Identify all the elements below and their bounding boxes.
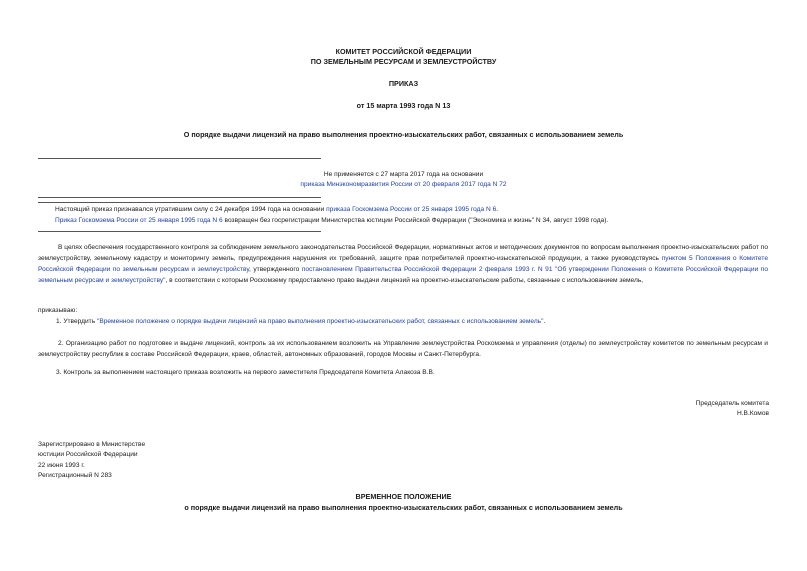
divider-top [38,158,321,159]
status-line: Не применяется с 27 марта 2017 года на основании [323,171,484,178]
registration-line2: юстиции Российской Федерации [38,451,138,458]
appendix-subtitle: о порядке выдачи лицензий на право выполнения проектно-изыскательских работ, связанных с использованием земель [184,503,623,512]
item-1-link[interactable]: "Временное положение о порядке выдачи лицензий на право выполнения проектно-изыскательских работ, связанных с использованием земель" [96,318,544,325]
preamble-link-1[interactable]: пунктом 5 Положения о Комитете Российской Федерации по земельным ресурсам и землеустройству [38,255,768,273]
item-2-text: 2. Организацию работ по подготовке и выдаче лицензий, контроль за их использованием возложить на Управление землеустройства Роскомзема и управления (отделы) по землеустройству комитетов по земельным ресурсам и землеустройству республик в составе Российской Федерации, краев, областей, автономных образований, городов Москвы и Санкт-Петербурга. [38,340,768,358]
item-3: 3. Контроль за выполнением настоящего приказа возложить на первого заместителя Председателя Комитета Алакоза В.В. [56,369,435,376]
registration-line4: Регистрационный N 283 [38,472,112,479]
divider-bottom [38,231,321,232]
note-1 [55,206,498,213]
doc-date: от 15 марта 1993 года N 13 [356,101,451,110]
appendix-title: ВРЕМЕННОЕ ПОЛОЖЕНИЕ [355,492,452,501]
orders-word: приказываю: [38,307,78,314]
item-1 [56,318,545,325]
note-1-text: Настоящий приказ признавался утратившим силу с 24 декабря 1994 года на основании [55,206,327,213]
org-name-line1: КОМИТЕТ РОССИЙСКОЙ ФЕДЕРАЦИИ [335,47,472,56]
registration-line1: Зарегистрировано в Министерстве [38,441,146,448]
item-2 [38,338,768,360]
preamble-paragraph [38,242,768,286]
preamble-text-c: , в соответствии с которым Роскомзему предоставлено право выдачи лицензий на проектно-изыскательские работы, связанные с использованием земель, [165,277,644,284]
note-1-suffix: . [496,206,499,213]
preamble-text-b: , утвержденного [249,266,302,273]
item-1-suffix: . [543,318,546,325]
divider-mid-2 [38,202,321,203]
doc-title: О порядке выдачи лицензий на право выполнения проектно-изыскательских работ, связанных с использованием земель [183,130,624,139]
status-link[interactable]: приказа Минэкономразвития России от 20 февраля 2017 года N 72 [300,181,507,188]
divider-mid [38,197,321,198]
note-2-text: возвращен без госрегистрации Министерства юстиции Российской Федерации ("Экономика и жизнь" N 34, август 1998 года). [222,217,609,224]
registration-line3: 22 июня 1993 г. [38,462,85,469]
signature-position: Председатель комитета [695,400,769,407]
preamble-text-a: В целях обеспечения государственного контроля за соблюдением земельного законодательства Российской Федерации, нормативных актов и методических документов по вопросам выполнения проектно-изыскательских работ по землеустройству, земельному кадастру и мониторингу земель, предупреждения нарушения их требований, защите прав потребителей проектно-изыскательской продукции, а также руководствуясь [38,244,768,262]
signature-name: Н.В.Комов [736,410,769,417]
note-1-link[interactable]: приказа Госкомзема России от 25 января 1995 года N 6 [326,206,497,213]
note-2-link[interactable]: Приказ Госкомзема России от 25 января 1995 года N 6 [55,217,223,224]
item-1-text: 1. Утвердить [56,318,97,325]
org-name-line2: ПО ЗЕМЕЛЬНЫМ РЕСУРСАМ И ЗЕМЛЕУСТРОЙСТВУ [310,57,497,66]
status-link-wrap [0,181,807,188]
note-2 [55,217,608,224]
doc-type: ПРИКАЗ [388,79,419,88]
preamble-link-2[interactable]: постановлением Правительства Российской Федерации 2 февраля 1993 г. N 91 "Об утверждении Положения о Комитете Российской Федерации по земельным ресурсам и землеустройству" [38,266,768,284]
